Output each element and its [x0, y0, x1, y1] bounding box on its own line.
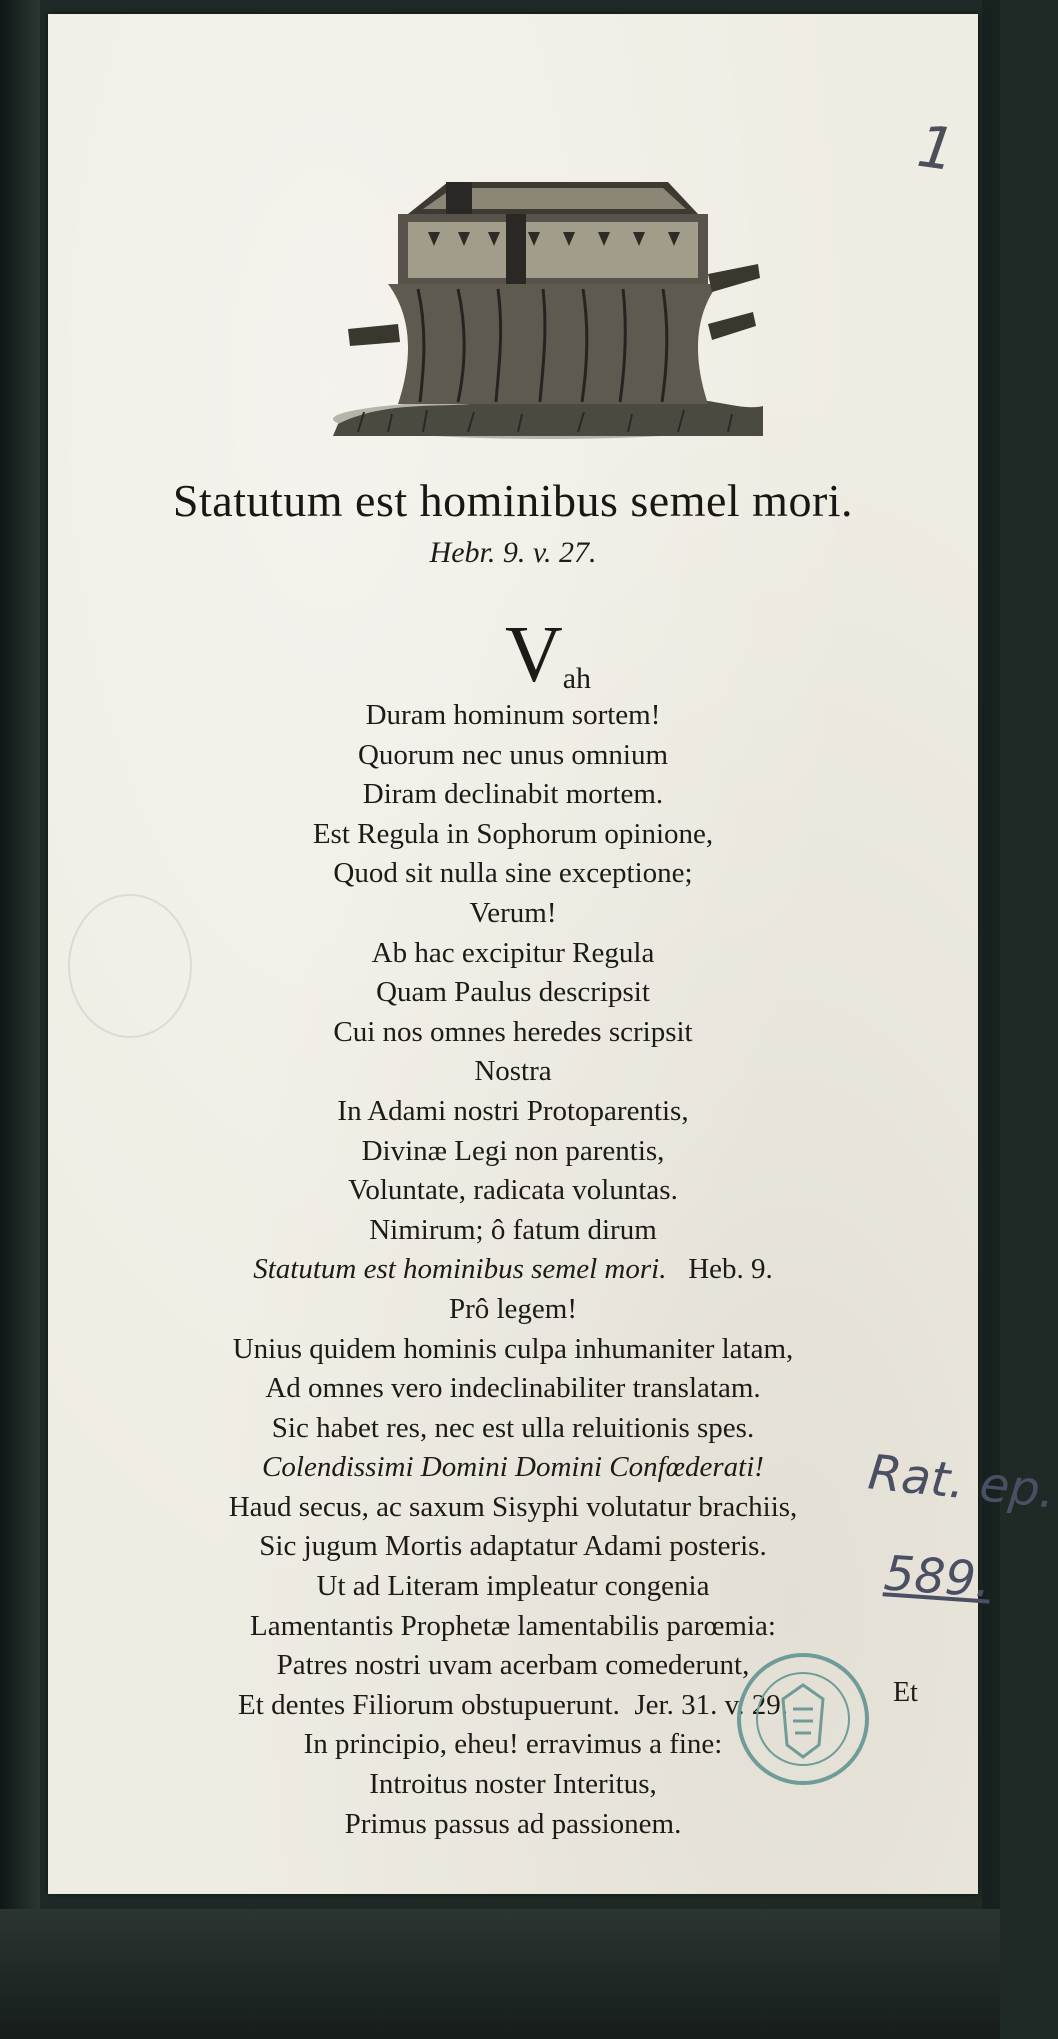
- verse-line-text: Quod sit nulla sine exceptione;: [333, 857, 693, 890]
- verse-line-text: Ad omnes vero indeclinabiliter translatam.: [265, 1372, 761, 1405]
- verse-line: [48, 1290, 978, 1330]
- handwritten-shelfmark-line-2: 589.: [882, 1545, 993, 1609]
- scanner-background-bottom: [0, 1909, 1000, 2039]
- scanner-background-left: [0, 0, 40, 2039]
- verse-line: [48, 1607, 978, 1647]
- verse-line-text: Quorum nec unus omnium: [357, 738, 669, 771]
- scanner-background-right: [982, 0, 1000, 2039]
- verse-line-text: In Adami nostri Protoparentis,: [337, 1094, 689, 1127]
- document-page: [48, 14, 1058, 1894]
- verse-line-text: Colendissimi Domini Domini Confœderati!: [262, 1451, 764, 1484]
- scripture-reference: Hebr. 9. v. 27.: [429, 536, 597, 569]
- verse-line-text: Divinæ Legi non parentis,: [361, 1134, 665, 1167]
- verse-line: [48, 815, 978, 855]
- verse-line-text: Statutum est hominibus semel mori.: [253, 1253, 667, 1286]
- verse-line: [48, 736, 978, 776]
- verse-line-text: Haud secus, ac saxum Sisyphi volutatur brachiis,: [228, 1490, 798, 1523]
- verse-line-text: Ut ad Literam impleatur congenia: [316, 1570, 710, 1603]
- verse-line: [48, 1488, 978, 1528]
- verse-line-text: In principio, eheu! erravimus a fine:: [303, 1728, 723, 1761]
- verse-line: [48, 1527, 978, 1567]
- verse-line: [48, 1052, 978, 1092]
- verse-line-text: Quam Paulus descripsit: [376, 976, 650, 1009]
- document-title: Statutum est hominibus semel mori.: [172, 475, 854, 526]
- verse-line-text: Introitus noster Interitus,: [369, 1768, 657, 1801]
- verse-line-text: Sic habet res, nec est ulla reluitionis spes.: [271, 1411, 755, 1444]
- verse-line: [48, 1250, 978, 1290]
- verse-line: [48, 775, 978, 815]
- verse-line: [48, 1567, 978, 1607]
- faint-stamp-mark: [68, 894, 192, 1038]
- verse-line-text: Ab hac excipitur Regula: [371, 936, 655, 969]
- verse-line: [48, 894, 978, 934]
- folio-number: 1: [913, 111, 960, 185]
- library-stamp: [733, 1649, 873, 1789]
- verse-line: [48, 1369, 978, 1409]
- verse-line-text: Verum!: [469, 896, 557, 929]
- verse-line: [48, 1805, 978, 1845]
- verse-line: [48, 1132, 978, 1172]
- verse-line: [48, 696, 978, 736]
- verse-line-text: Diram declinabit mortem.: [362, 778, 664, 811]
- verse-line-text: Unius quidem hominis culpa inhumaniter latam,: [232, 1332, 794, 1365]
- catchword: Et: [893, 1677, 918, 1708]
- opening-line: [48, 611, 978, 699]
- verse-line: [48, 854, 978, 894]
- verse-line: [48, 1448, 978, 1488]
- handwritten-shelfmark-line-1: Rat. ep.: [865, 1444, 1058, 1520]
- verse-line: [48, 1211, 978, 1251]
- verse-line-text: Lamentantis Prophetæ lamentabilis parœmia:: [250, 1609, 776, 1642]
- verse-line-text: Prô legem!: [448, 1292, 578, 1325]
- verse-line-text: Sic jugum Mortis adaptatur Adami posteris.: [259, 1530, 767, 1563]
- verse-line: [48, 1171, 978, 1211]
- verse-line: [48, 1409, 978, 1449]
- verse-line: [48, 1013, 978, 1053]
- verse-line-citation: Jer. 31. v. 29.: [619, 1688, 788, 1721]
- verse-line-text: Voluntate, radicata voluntas.: [348, 1174, 678, 1207]
- verse-line-text: Nostra: [474, 1055, 552, 1088]
- verse-line: [48, 1092, 978, 1132]
- drop-initial: V: [504, 611, 563, 699]
- verse-line-text: Patres nostri uvam acerbam comederunt,: [276, 1649, 750, 1682]
- verse-line-text: Et dentes Filiorum obstupuerunt.: [238, 1688, 620, 1721]
- verse-line-text: Nimirum; ô fatum dirum: [369, 1213, 657, 1246]
- verse-line-text: Duram hominum sortem!: [365, 699, 661, 731]
- verse-line: [48, 1330, 978, 1370]
- verse-line-text: Cui nos omnes heredes scripsit: [333, 1015, 693, 1048]
- coffin-woodcut-illustration: [328, 174, 768, 439]
- verse-line-citation: Heb. 9.: [666, 1253, 773, 1286]
- verse-line-text: Est Regula in Sophorum opinione,: [312, 817, 714, 850]
- verse-line-text: Primus passus ad passionem.: [344, 1807, 682, 1840]
- opening-word-rest: ah: [562, 662, 592, 695]
